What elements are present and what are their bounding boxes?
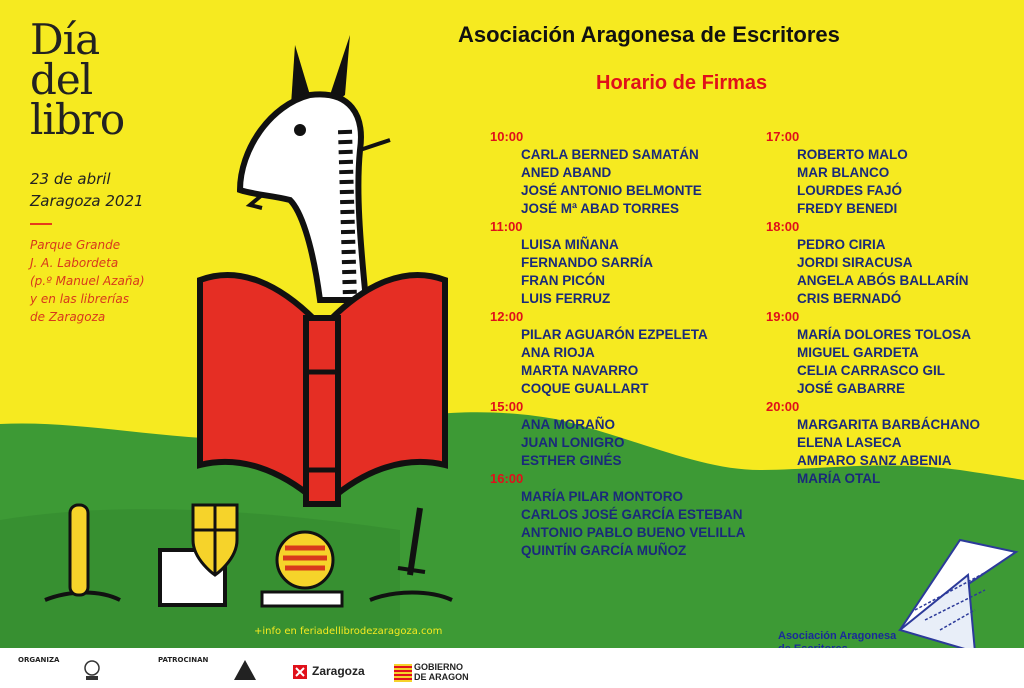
- author-name: ROBERTO MALO: [797, 147, 908, 162]
- organiza-label: ORGANIZA: [18, 656, 60, 664]
- slot-time: 11:00: [490, 219, 523, 234]
- slot-time: 10:00: [490, 129, 524, 144]
- author-name: FREDY BENEDI: [797, 201, 898, 216]
- info-web-link[interactable]: +info en feriadellibrodezaragoza.com: [254, 626, 443, 637]
- time-slot: [490, 308, 760, 398]
- diputacion-logo-icon: [232, 658, 258, 684]
- author-name: AMPARO SANZ ABENIA: [797, 453, 952, 468]
- author-name: MAR BLANCO: [797, 165, 890, 180]
- divider: [30, 223, 52, 225]
- schedule-column-right: [766, 128, 1024, 488]
- author-name: MARTA NAVARRO: [521, 363, 639, 378]
- author-name: CRIS BERNADÓ: [797, 291, 902, 306]
- author-name: MARÍA OTAL: [797, 471, 881, 486]
- author-name: MARÍA PILAR MONTORO: [521, 489, 683, 504]
- author-name: CARLA BERNED SAMATÁN: [521, 147, 699, 162]
- schedule-column-left: [490, 128, 760, 560]
- author-name: MARGARITA BARBÁCHANO: [797, 417, 980, 432]
- slot-time: 19:00: [766, 309, 800, 324]
- author-name: JOSÉ ANTONIO BELMONTE: [521, 183, 702, 198]
- author-name: PILAR AGUARÓN EZPELETA: [521, 327, 708, 342]
- author-name: CARLOS JOSÉ GARCÍA ESTEBAN: [521, 507, 743, 522]
- author-name: LUIS FERRUZ: [521, 291, 611, 306]
- place-line: Parque Grande: [30, 238, 121, 252]
- time-slot: [766, 398, 1024, 488]
- author-name: JOSÉ GABARRE: [797, 381, 906, 396]
- event-date-block: [30, 168, 144, 212]
- slot-time: 16:00: [490, 471, 524, 486]
- author-name: FRAN PICÓN: [521, 273, 605, 288]
- author-name: ELENA LASECA: [797, 435, 902, 450]
- time-slot: [766, 218, 1024, 308]
- gobierno-line-2: DE ARAGON: [414, 672, 469, 682]
- time-slot: [766, 128, 1024, 218]
- author-name: LOURDES FAJÓ: [797, 183, 903, 198]
- gobierno-aragon-text: [414, 662, 469, 682]
- slot-time: 18:00: [766, 219, 800, 234]
- author-name: ANTONIO PABLO BUENO VELILLA: [521, 525, 746, 540]
- slot-time: 17:00: [766, 129, 800, 144]
- time-slot: [490, 398, 760, 470]
- place-line: J. A. Labordeta: [30, 256, 119, 270]
- author-name: MARÍA DOLORES TOLOSA: [797, 327, 972, 342]
- patrocinan-label: PATROCINAN: [158, 656, 209, 664]
- author-name: COQUE GUALLART: [521, 381, 649, 396]
- author-name: JORDI SIRACUSA: [797, 255, 913, 270]
- author-name: QUINTÍN GARCÍA MUÑOZ: [521, 543, 687, 558]
- time-slot: [490, 218, 760, 308]
- association-title: Asociación Aragonesa de Escritores: [458, 22, 840, 47]
- place-line: (p.º Manuel Azaña): [30, 274, 145, 288]
- author-name: ANA MORAÑO: [521, 417, 615, 432]
- author-name: ANGELA ABÓS BALLARÍN: [797, 273, 969, 288]
- title-line-2: del: [30, 55, 93, 104]
- author-name: JUAN LONIGRO: [521, 435, 625, 450]
- slot-time: 15:00: [490, 399, 524, 414]
- zaragoza-logo-icon: [292, 664, 308, 680]
- author-name: CELIA CARRASCO GIL: [797, 363, 945, 378]
- author-name: FERNANDO SARRÍA: [521, 255, 654, 270]
- footer-sponsors: [0, 648, 1024, 688]
- dragon-icon: [240, 35, 390, 300]
- time-slot: [766, 308, 1024, 398]
- event-date: 23 de abril: [30, 170, 111, 188]
- event-city-year: Zaragoza 2021: [30, 192, 144, 210]
- schedule-title: Horario de Firmas: [596, 72, 768, 94]
- author-name: MIGUEL GARDETA: [797, 345, 919, 360]
- author-name: ANED ABAND: [521, 165, 612, 180]
- time-slot: [490, 470, 760, 560]
- event-title: [30, 15, 125, 144]
- assoc-logo-line-1: Asociación Aragonesa: [778, 630, 897, 642]
- title-line-3: libro: [30, 95, 125, 144]
- place-line: de Zaragoza: [30, 310, 106, 324]
- author-name: JOSÉ Mª ABAD TORRES: [521, 201, 680, 216]
- crest-icon: [80, 658, 104, 682]
- author-name: ESTHER GINÉS: [521, 453, 622, 468]
- author-name: LUISA MIÑANA: [521, 237, 619, 252]
- gobierno-line-1: GOBIERNO: [414, 662, 464, 672]
- zaragoza-logo-text: Zaragoza: [312, 664, 365, 678]
- place-line: y en las librerías: [30, 292, 129, 306]
- author-name: ANA RIOJA: [521, 345, 595, 360]
- event-place: [30, 236, 145, 326]
- author-name: PEDRO CIRIA: [797, 237, 886, 252]
- aragon-flag-icon: [394, 664, 412, 682]
- time-slot: [490, 128, 760, 218]
- slot-time: 12:00: [490, 309, 524, 324]
- slot-time: 20:00: [766, 399, 800, 414]
- title-line-1: Día: [30, 15, 100, 64]
